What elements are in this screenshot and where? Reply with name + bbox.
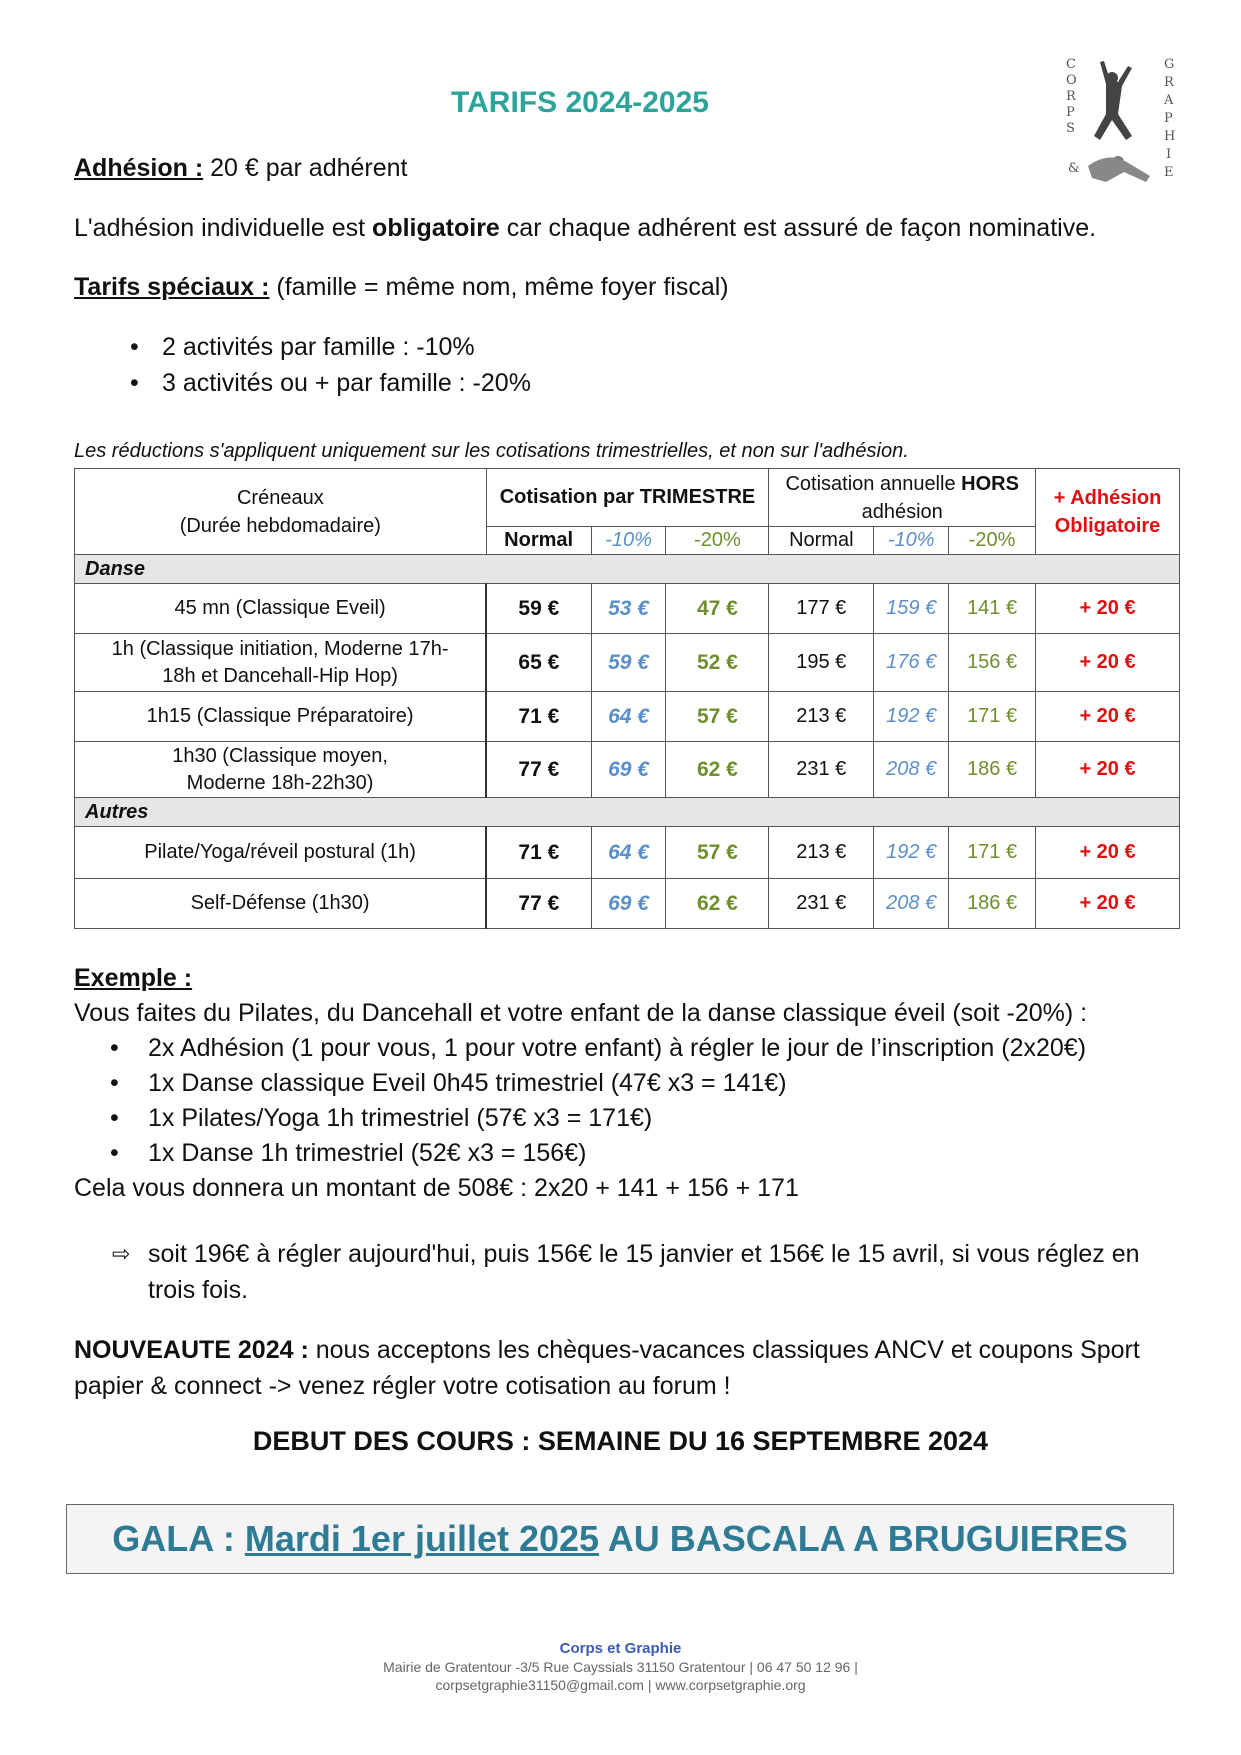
gala-post: AU BASCALA A BRUGUIERES: [599, 1518, 1128, 1559]
sub-minus10-annual: -10%: [874, 527, 949, 555]
row-label: Self-Défense (1h30): [75, 879, 487, 929]
cell-adhesion: + 20 €: [1036, 634, 1180, 692]
svg-text:R: R: [1066, 89, 1076, 104]
cell-adhesion: + 20 €: [1036, 584, 1180, 634]
cell-annual-minus10: 192 €: [874, 692, 949, 742]
cell-annual-minus10: 176 €: [874, 634, 949, 692]
table-row: [75, 634, 1180, 692]
list-item: • 2x Adhésion (1 pour vous, 1 pour votre enfant) à régler le jour de l’inscription (2x20€): [74, 1034, 1087, 1069]
sub-minus20-annual: -20%: [949, 527, 1036, 555]
debut-cours: DEBUT DES COURS : SEMAINE DU 16 SEPTEMBRE 2024: [252, 1426, 989, 1456]
row-label: 1h (Classique initiation, Moderne 17h-18h et Dancehall-Hip Hop): [75, 634, 487, 692]
adhesion-text: 20 € par adhérent: [203, 154, 408, 182]
header-adhesion: + Adhésion Obligatoire: [1036, 469, 1180, 555]
cell-minus20: 62 €: [666, 742, 769, 798]
cell-minus20: 62 €: [666, 879, 769, 929]
arrow-right-icon: ⇨: [112, 1241, 131, 1266]
list-item: • 1x Danse classique Eveil 0h45 trimestriel (47€ x3 = 141€): [74, 1069, 1087, 1104]
cell-minus10: 59 €: [591, 634, 666, 692]
cell-annual-minus20: 171 €: [949, 692, 1036, 742]
footer-org: Corps et Graphie: [559, 1640, 682, 1657]
cell-normal: 71 €: [486, 827, 591, 879]
section-danse: Danse: [75, 555, 1180, 584]
svg-text:E: E: [1164, 165, 1174, 180]
table-row: [75, 742, 1180, 798]
gala-date: Mardi 1er juillet 2025: [244, 1518, 600, 1559]
cell-annual-minus20: 171 €: [949, 827, 1036, 879]
adhesion-line: [74, 154, 408, 183]
obligatoire-line: [74, 214, 1096, 243]
cell-annual-normal: 195 €: [769, 634, 874, 692]
svg-text:I: I: [1166, 147, 1172, 162]
header-annuelle: Cotisation annuelle HORS adhésion: [769, 469, 1036, 527]
list-item: • 3 activités ou + par famille : -20%: [130, 369, 531, 405]
section-autres: Autres: [75, 798, 1180, 827]
svg-text:P: P: [1164, 111, 1173, 126]
svg-text:O: O: [1066, 73, 1077, 88]
sub-normal: Normal: [486, 527, 591, 555]
cell-annual-minus10: 208 €: [874, 879, 949, 929]
sub-minus10: -10%: [591, 527, 666, 555]
obligatoire-post: car chaque adhérent est assuré de façon nominative.: [499, 214, 1097, 242]
paiement-line: [112, 1236, 1172, 1308]
svg-text:C: C: [1066, 57, 1076, 72]
exemple-title: Exemple :: [74, 964, 193, 992]
footer-contact: corpsetgraphie31150@gmail.com | www.corpsetgraphie.org: [435, 1677, 806, 1693]
cell-adhesion: + 20 €: [1036, 879, 1180, 929]
cell-adhesion: + 20 €: [1036, 827, 1180, 879]
cell-normal: 59 €: [486, 584, 591, 634]
svg-text:A: A: [1164, 93, 1174, 108]
table-row: [75, 692, 1180, 742]
tarifs-speciaux-line: [74, 273, 729, 302]
cell-annual-minus10: 208 €: [874, 742, 949, 798]
cell-annual-normal: 231 €: [769, 879, 874, 929]
cell-minus20: 47 €: [666, 584, 769, 634]
cell-minus20: 57 €: [666, 827, 769, 879]
obligatoire-bold: obligatoire: [372, 214, 500, 242]
cell-minus10: 69 €: [591, 879, 666, 929]
cell-annual-minus10: 192 €: [874, 827, 949, 879]
svg-text:S: S: [1066, 121, 1075, 136]
cell-normal: 71 €: [486, 692, 591, 742]
nouveaute-paragraph: [74, 1332, 1174, 1404]
cell-annual-normal: 213 €: [769, 827, 874, 879]
svg-text:P: P: [1066, 105, 1075, 120]
list-item: • 1x Danse 1h trimestriel (52€ x3 = 156€): [74, 1139, 1087, 1174]
row-label: Pilate/Yoga/réveil postural (1h): [75, 827, 487, 879]
speciaux-label: Tarifs spéciaux :: [74, 273, 270, 301]
exemple-intro: Vous faites du Pilates, du Dancehall et votre enfant de la danse classique éveil (soit -20%) :: [74, 999, 1088, 1027]
table-row: [75, 879, 1180, 929]
speciaux-text: (famille = même nom, même foyer fiscal): [269, 273, 729, 301]
svg-text:H: H: [1164, 129, 1176, 144]
gala-banner: [66, 1504, 1174, 1574]
nouveaute-text: nous acceptons les chèques-vacances classiques ANCV et coupons Sport papier & connect -> venez régler votre cotisation au forum !: [74, 1336, 1140, 1400]
nouveaute-label: NOUVEAUTE 2024 :: [74, 1336, 309, 1364]
header-creneaux: Créneaux (Durée hebdomadaire): [75, 469, 487, 555]
footer: [0, 1640, 1241, 1694]
cell-annual-normal: 213 €: [769, 692, 874, 742]
cell-annual-minus20: 186 €: [949, 879, 1036, 929]
cell-annual-minus10: 159 €: [874, 584, 949, 634]
cell-annual-minus20: 186 €: [949, 742, 1036, 798]
footer-address: Mairie de Gratentour -3/5 Rue Cayssials 31150 Gratentour | 06 47 50 12 96 |: [383, 1659, 858, 1675]
cell-annual-normal: 177 €: [769, 584, 874, 634]
list-item: • 1x Pilates/Yoga 1h trimestriel (57€ x3 = 171€): [74, 1104, 1087, 1139]
cell-minus20: 52 €: [666, 634, 769, 692]
row-label: 45 mn (Classique Eveil): [75, 584, 487, 634]
row-label: 1h30 (Classique moyen, Moderne 18h-22h30): [75, 742, 487, 798]
exemple-total: Cela vous donnera un montant de 508€ : 2x20 + 141 + 156 + 171: [74, 1174, 799, 1202]
cell-adhesion: + 20 €: [1036, 742, 1180, 798]
cell-normal: 77 €: [486, 742, 591, 798]
row-label: 1h15 (Classique Préparatoire): [75, 692, 487, 742]
cell-annual-normal: 231 €: [769, 742, 874, 798]
cell-normal: 65 €: [486, 634, 591, 692]
sub-minus20: -20%: [666, 527, 769, 555]
svg-text:&: &: [1068, 161, 1080, 176]
cell-minus20: 57 €: [666, 692, 769, 742]
cell-adhesion: + 20 €: [1036, 692, 1180, 742]
header-trimestre: Cotisation par TRIMESTRE: [486, 469, 769, 527]
page-title: TARIFS 2024-2025: [451, 86, 709, 119]
adhesion-label: Adhésion :: [74, 154, 204, 182]
cell-minus10: 69 €: [591, 742, 666, 798]
corps-et-graphie-logo: [1060, 54, 1180, 194]
table-row: [75, 584, 1180, 634]
reductions-list: [130, 333, 531, 405]
cell-normal: 77 €: [486, 879, 591, 929]
cell-annual-minus20: 156 €: [949, 634, 1036, 692]
tarifs-table: [74, 468, 1180, 929]
exemple-section: [74, 964, 1087, 1209]
svg-text:R: R: [1164, 75, 1174, 90]
paiement-text: soit 196€ à régler aujourd'hui, puis 156€ le 15 janvier et 156€ le 15 avril, si vous réglez en trois fois.: [148, 1240, 1140, 1304]
obligatoire-pre: L'adhésion individuelle est: [74, 214, 373, 242]
list-item: • 2 activités par famille : -10%: [130, 333, 531, 369]
cell-minus10: 64 €: [591, 827, 666, 879]
gala-pre: GALA :: [112, 1518, 245, 1559]
cell-minus10: 53 €: [591, 584, 666, 634]
reductions-note: Les réductions s'appliquent uniquement sur les cotisations trimestrielles, et non sur l'adhésion.: [74, 440, 909, 462]
sub-normal-annual: Normal: [769, 527, 874, 555]
svg-text:G: G: [1164, 57, 1175, 72]
table-row: [75, 827, 1180, 879]
cell-annual-minus20: 141 €: [949, 584, 1036, 634]
cell-minus10: 64 €: [591, 692, 666, 742]
